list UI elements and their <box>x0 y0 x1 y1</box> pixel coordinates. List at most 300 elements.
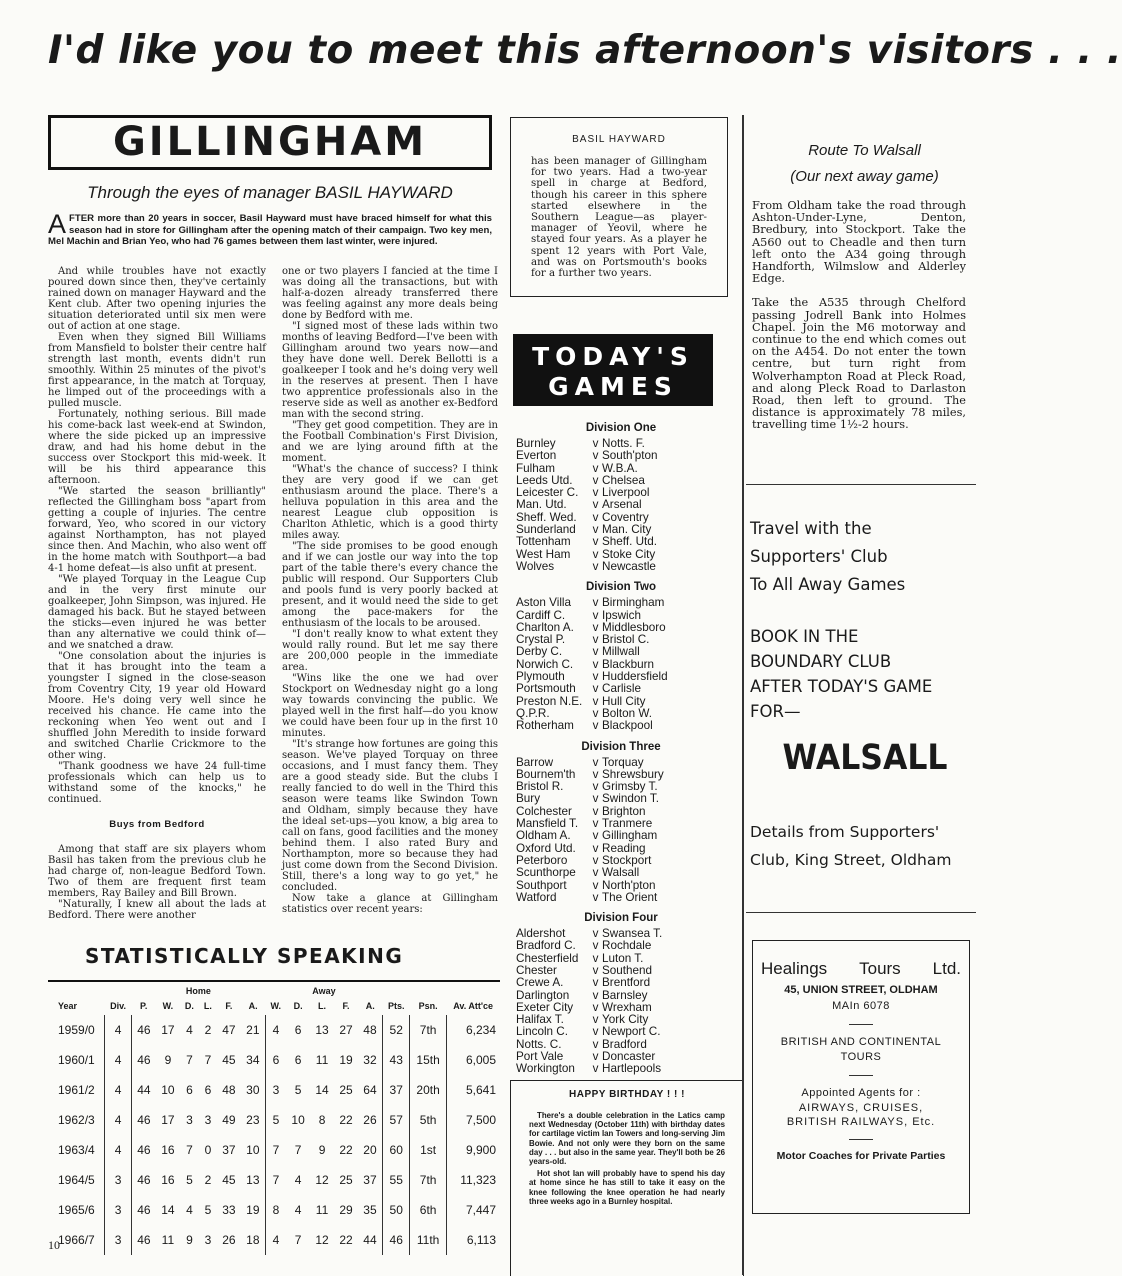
versus-label: v <box>592 449 599 463</box>
versus-label: v <box>592 461 599 475</box>
table-cell: 25 <box>339 1083 353 1097</box>
table-row <box>54 1105 500 1135</box>
paragraph: "They get good competition. They are in the Football Combination's First Division, and we are lying around fifth at the moment. <box>282 420 498 464</box>
table-cell: 1964/5 <box>58 1173 95 1187</box>
table-cell: 3 <box>204 1233 212 1247</box>
supporters-club-details <box>750 818 978 874</box>
home-team: Darlington <box>516 988 570 1002</box>
table-cell: 6 <box>186 1083 193 1097</box>
away-team: Bolton W. <box>602 706 653 720</box>
versus-label: v <box>592 951 599 965</box>
versus-label: v <box>592 694 599 708</box>
healings-tours-advert <box>752 940 970 1214</box>
home-team: Lincoln C. <box>516 1025 568 1039</box>
home-team: Plymouth <box>516 670 565 684</box>
table-cell: 45 <box>222 1053 236 1067</box>
table-cell: 37 <box>363 1173 377 1187</box>
text-line: BOOK IN THE <box>750 627 859 646</box>
versus-label: v <box>592 547 599 561</box>
table-cell: 46 <box>131 1195 156 1225</box>
bio-text: has been manager of Gillingham for two years. Had a two-year spell in charge at Bedford, though his career in this sphere started elsewhere in the Southern League—as player-manager of Yeovil, where he stayed four years. As a player he spent 12 years with Port Vale, and was on Portsmouth's books for a further two years. <box>531 156 707 280</box>
advert-phone: MAIn 6078 <box>832 1000 890 1012</box>
away-team: Southend <box>602 963 653 977</box>
table-cell: 11 <box>315 1203 329 1217</box>
table-cell: 3 <box>186 1113 193 1127</box>
table-cell: 6th <box>410 1195 446 1225</box>
table-cell: 4 <box>105 1075 132 1105</box>
table-cell: 3 <box>204 1113 212 1127</box>
table-cell: 1959/0 <box>58 1023 95 1037</box>
table-cell: 7,500 <box>446 1105 500 1135</box>
home-team: Aldershot <box>516 927 566 941</box>
division-heading: Division Three <box>581 740 661 753</box>
versus-label: v <box>592 780 599 794</box>
table-cell: 37 <box>222 1143 236 1157</box>
table-cell: 44 <box>363 1233 377 1247</box>
table-cell: 4 <box>105 1105 132 1135</box>
table-cell: 50 <box>382 1195 409 1225</box>
column-header: A. <box>248 1001 258 1011</box>
table-cell: 29 <box>339 1203 353 1217</box>
home-team: Watford <box>516 890 557 904</box>
table-cell: 20th <box>410 1075 446 1105</box>
table-cell: 1961/2 <box>58 1083 95 1097</box>
table-cell: 14 <box>161 1203 175 1217</box>
away-team: Ipswich <box>602 608 641 622</box>
versus-label: v <box>592 927 599 941</box>
away-team: Shrewsbury <box>602 767 664 781</box>
home-team: Burnley <box>516 437 556 450</box>
table-cell: 64 <box>363 1083 377 1097</box>
table-cell: 57 <box>382 1105 409 1135</box>
table-cell: 26 <box>222 1233 236 1247</box>
home-team: Peterboro <box>516 853 568 867</box>
paragraph: There's a double celebration in the Latics camp next Wednesday (October 11th) with birthday dates for cartilage victim Ian Towers and long-serving Jim Bowie. And not only were they born on the same day . . . but also in the same year. They'll both be 26 years-old. <box>529 1111 725 1167</box>
text-line: Details from Supporters' <box>750 823 940 841</box>
table-cell: 3 <box>105 1225 132 1255</box>
table-cell: 15th <box>410 1045 446 1075</box>
todays-games-banner <box>513 334 713 406</box>
table-cell: 7 <box>204 1053 212 1067</box>
home-team: Charlton A. <box>516 620 574 634</box>
home-team: Preston N.E. <box>516 694 583 708</box>
paragraph: Take the A535 through Chelford passing Jodrell Bank into Holmes Chapel. Join the M6 motorway and continue to the end which comes out on the A454. Do not enter the town centre, but turn right from Wolverhampton Road at Pleck Road, and along Pleck Road to Darlaston Road, then left to ground. The distance is approximately 78 miles, travelling time 1½-2 hours. <box>752 296 966 432</box>
paragraph: "The side promises to be good enough and if we can jostle our way into the top part of the table there's every chance the public will respond. Our Supporters Club and pools fund is very poorly backed at present, and it would need the side to get among the pace-makers for the enthusiasm of the locals to be aroused. <box>282 541 498 629</box>
bio-title: BASIL HAYWARD <box>572 134 666 145</box>
away-team: Walsall <box>602 866 640 880</box>
travel-notice <box>750 515 975 599</box>
table-cell: 22 <box>339 1143 353 1157</box>
column-header: Av. Att'ce <box>453 1001 494 1011</box>
table-cell: 13 <box>246 1173 260 1187</box>
table-cell: 10 <box>161 1083 175 1097</box>
versus-label: v <box>592 804 599 818</box>
versus-label: v <box>592 1000 599 1014</box>
table-cell: 4 <box>265 1015 286 1045</box>
home-team: Q.P.R. <box>516 706 550 720</box>
versus-label: v <box>592 1013 599 1027</box>
table-cell: 6,005 <box>446 1045 500 1075</box>
versus-label: v <box>592 988 599 1002</box>
versus-label: v <box>592 853 599 867</box>
versus-label: v <box>592 1062 599 1076</box>
text-line: Supporters' Club <box>750 547 888 566</box>
table-cell: 30 <box>246 1083 260 1097</box>
away-team: Hartlepools <box>602 1062 662 1076</box>
manager-bio-box <box>510 117 728 297</box>
table-cell: 10 <box>246 1143 260 1157</box>
table-cell: 5 <box>186 1173 193 1187</box>
table-cell: 5,641 <box>446 1075 500 1105</box>
away-team: Chelsea <box>602 473 645 487</box>
advert-footer: Motor Coaches for Private Parties <box>776 1150 946 1162</box>
table-cell: 46 <box>131 1135 156 1165</box>
advert-agents-label: Appointed Agents for : <box>801 1087 921 1099</box>
table-cell: 2 <box>204 1023 212 1037</box>
route-title-line-2: (Our next away game) <box>790 168 939 185</box>
text-line: BOUNDARY CLUB <box>750 652 892 671</box>
table-cell: 7,447 <box>446 1195 500 1225</box>
page-number: 10 <box>48 1238 60 1252</box>
home-team: Port Vale <box>516 1050 564 1064</box>
table-cell: 4 <box>265 1225 286 1255</box>
table-cell: 60 <box>382 1135 409 1165</box>
versus-label: v <box>592 890 599 904</box>
table-cell: 52 <box>382 1015 409 1045</box>
column-header: L. <box>203 1001 212 1011</box>
table-cell: 37 <box>382 1075 409 1105</box>
table-cell: 7 <box>186 1053 193 1067</box>
home-team: Chester <box>516 963 557 977</box>
table-cell: 26 <box>363 1113 377 1127</box>
text-line: FOR— <box>750 702 801 721</box>
column-header: L. <box>318 1001 327 1011</box>
table-cell: 9,900 <box>446 1135 500 1165</box>
paragraph: Now take a glance at Gillingham statistics over recent years: <box>282 893 498 915</box>
table-row <box>54 1135 500 1165</box>
away-team: Luton T. <box>602 951 644 965</box>
fixture-row <box>516 720 726 732</box>
birthday-title: HAPPY BIRTHDAY ! ! ! <box>569 1089 685 1100</box>
table-cell: 35 <box>363 1203 377 1217</box>
home-team: Crewe A. <box>516 976 564 990</box>
table-cell: 43 <box>382 1045 409 1075</box>
column-header: F. <box>342 1001 350 1011</box>
versus-label: v <box>592 437 599 450</box>
column-header: P. <box>140 1001 148 1011</box>
column-header: D. <box>293 1001 303 1011</box>
away-team: Blackburn <box>602 657 654 671</box>
table-cell: 1962/3 <box>58 1113 95 1127</box>
column-header: Div. <box>110 1001 126 1011</box>
table-cell: 33 <box>222 1203 236 1217</box>
home-team: Crystal P. <box>516 633 566 647</box>
drop-cap: A <box>48 209 67 239</box>
table-cell: 46 <box>382 1225 409 1255</box>
home-team: Bournem'th <box>516 767 576 781</box>
home-team: Derby C. <box>516 645 563 659</box>
home-team: Colchester <box>516 804 572 818</box>
column-header: Psn. <box>418 1001 438 1011</box>
home-team: Sheff. Wed. <box>516 510 577 524</box>
home-team: Aston Villa <box>516 596 572 610</box>
article-column-2 <box>282 266 498 915</box>
text-line: To All Away Games <box>750 575 906 594</box>
table-cell: 5 <box>294 1083 302 1097</box>
versus-label: v <box>592 633 599 647</box>
paragraph: "We played Torquay in the League Cup and in the very first minute our goalkeeper, John Simpson, was injured. He damaged his back. But he stayed between the sticks—even injured he was better than any alternative we could think of—and we snatched a draw. <box>48 574 266 651</box>
name-part: Tours <box>859 959 901 978</box>
paragraph: Fortunately, nothing serious. Bill made his come-back last week-end at Swindon, where the side picked up an impressive draw, and had his home debut in the success over Stockport this mid-week. It will be his third appearance this afternoon. <box>48 409 266 486</box>
versus-label: v <box>592 829 599 843</box>
away-team: Swindon T. <box>602 792 659 806</box>
away-team: Torquay <box>602 755 644 769</box>
paragraph: "Wins like the one we had over Stockport on Wednesday night go a long way towards convincing the public. We played well in the first half—do you know we could have been four up in the first 10 minutes. <box>282 673 498 739</box>
table-cell: 3 <box>105 1165 132 1195</box>
away-team: Stoke City <box>602 547 656 561</box>
away-team: Bristol C. <box>602 633 650 647</box>
away-team: Liverpool <box>602 486 650 500</box>
fixture-row <box>516 561 726 573</box>
table-row <box>54 1225 500 1255</box>
home-team: Oldham A. <box>516 829 571 843</box>
advert-agents: AIRWAYS, CRUISES, <box>798 1102 924 1114</box>
versus-label: v <box>592 719 599 733</box>
table-cell: 19 <box>339 1053 353 1067</box>
table-cell: 6 <box>294 1053 302 1067</box>
banner-line-1: TODAY'S <box>532 342 694 371</box>
versus-label: v <box>592 682 599 696</box>
home-team: Oxford Utd. <box>516 841 576 855</box>
stats-group-header <box>54 985 500 997</box>
away-team: The Orient <box>602 890 658 904</box>
table-cell: 7th <box>410 1165 446 1195</box>
divider <box>746 912 976 913</box>
name-part: Ltd. <box>932 959 961 978</box>
versus-label: v <box>592 963 599 977</box>
table-cell: 11 <box>315 1053 329 1067</box>
paragraph: "It's strange how fortunes are going this season. We've played Torquay on three occasions, and I must fancy them. They are a good steady side. But the clubs I really fancied to do well in the Third this season were teams like Swindon Town and Oldham, simply because they have the ideal set-ups—you know, a big area to call on fans, good facilities and the money behind them. I also rated Bury and Northampton, more so because they had just come down from the Second Division. Still, there's a long way to go yet," he concluded. <box>282 739 498 893</box>
table-cell: 4 <box>105 1045 132 1075</box>
fixtures-list <box>516 414 726 1076</box>
article-column-1 <box>48 266 266 921</box>
table-cell: 3 <box>105 1195 132 1225</box>
stats-title: STATISTICALLY SPEAKING <box>85 944 404 968</box>
banner-line-2: GAMES <box>548 372 678 401</box>
versus-label: v <box>592 1025 599 1039</box>
paragraph: From Oldham take the road through Ashton-Under-Lyne, Denton, Bredbury, into Stockport. Take the A560 out to Cheadle and then turn left onto the A34 going through Handforth, Wilmslow and Alderley Edge. <box>752 199 966 286</box>
away-team: Birmingham <box>602 596 665 610</box>
table-row <box>54 1195 500 1225</box>
versus-label: v <box>592 866 599 880</box>
away-team: Newcastle <box>602 559 656 573</box>
table-cell: 5 <box>204 1203 212 1217</box>
home-team: Bristol R. <box>516 780 564 794</box>
away-team: Arsenal <box>602 498 642 512</box>
versus-label: v <box>592 535 599 549</box>
away-team: Doncaster <box>602 1050 656 1064</box>
birthday-text <box>529 1111 725 1209</box>
away-team: Stockport <box>602 853 652 867</box>
table-cell: 10 <box>291 1113 305 1127</box>
home-team: Barrow <box>516 755 554 769</box>
table-cell: 46 <box>131 1015 156 1045</box>
home-team: Portsmouth <box>516 682 576 696</box>
table-cell: 7 <box>294 1143 302 1157</box>
fixture-row <box>516 1063 726 1075</box>
home-team: Tottenham <box>516 535 571 549</box>
club-name-banner: GILLINGHAM <box>48 115 492 170</box>
away-team: Barnsley <box>602 988 648 1002</box>
away-team: Coventry <box>602 510 649 524</box>
table-cell: 9 <box>318 1143 326 1157</box>
table-cell: 3 <box>265 1075 286 1105</box>
table-cell: 16 <box>161 1173 175 1187</box>
column-header: Year <box>58 1001 78 1011</box>
home-team: Wolves <box>516 559 555 573</box>
versus-label: v <box>592 523 599 537</box>
table-cell: 55 <box>382 1165 409 1195</box>
table-cell: 4 <box>186 1203 193 1217</box>
table-cell: 0 <box>204 1143 212 1157</box>
away-team: Notts. F. <box>602 437 645 450</box>
versus-label: v <box>592 486 599 500</box>
advert-line: TOURS <box>840 1051 882 1063</box>
home-team: Chesterfield <box>516 951 579 965</box>
away-team: Sheff. Utd. <box>602 535 658 549</box>
route-title-line-1: Route To Walsall <box>808 142 921 159</box>
table-cell: 4 <box>105 1135 132 1165</box>
home-team: Norwich C. <box>516 657 574 671</box>
table-cell: 16 <box>161 1143 175 1157</box>
table-cell: 34 <box>246 1053 260 1067</box>
home-team: Man. Utd. <box>516 498 567 512</box>
divider <box>849 1075 873 1076</box>
column-header: F. <box>225 1001 233 1011</box>
paragraph: Among that staff are six players whom Basil has taken from the previous club he had charge of, non-league Bedford Town. Two of them are frequent first team members, Ray Bailey and Bill Brown. <box>48 844 266 899</box>
paragraph: "I signed most of these lads within two months of leaving Bedford—I've been with Gillingham around two years now—and they have done well. Derek Bellotti is a goalkeeper I took and he's doing very well in the reserves at present. Then I have two apprentice professionals also in the reserve side as well as another ex-Bedford man with the second string. <box>282 321 498 420</box>
advert-company-name <box>761 959 961 979</box>
away-team: Newport C. <box>602 1025 661 1039</box>
table-row <box>54 1165 500 1195</box>
table-cell: 49 <box>222 1113 236 1127</box>
home-team: Cardiff C. <box>516 608 566 622</box>
table-cell: 12 <box>315 1233 329 1247</box>
paragraph: Even when they signed Bill Williams from Mansfield to bolster their centre half strength last month, events didn't run smoothly. Within 25 minutes of the pivot's first appearance, in the match at Torquay, he limped out of the proceedings with a pulled muscle. <box>48 332 266 409</box>
versus-label: v <box>592 559 599 573</box>
away-group-label: Away <box>312 986 336 996</box>
home-team: Everton <box>516 449 557 463</box>
versus-label: v <box>592 755 599 769</box>
away-team: W.B.A. <box>602 461 638 475</box>
table-cell: 11 <box>161 1233 175 1247</box>
versus-label: v <box>592 1037 599 1051</box>
versus-label: v <box>592 841 599 855</box>
table-cell: 6 <box>265 1045 286 1075</box>
home-team: Leicester C. <box>516 486 579 500</box>
table-cell: 47 <box>222 1023 236 1037</box>
table-cell: 17 <box>161 1113 175 1127</box>
table-cell: 27 <box>339 1023 353 1037</box>
table-cell: 1965/6 <box>58 1203 95 1217</box>
table-cell: 1963/4 <box>58 1143 95 1157</box>
table-cell: 14 <box>315 1083 329 1097</box>
table-cell: 20 <box>363 1143 377 1157</box>
paragraph: Hot shot Ian will probably have to spend his day at home since he has still to take it easy on the knee following the knee operation he had nearly three weeks ago in a Burnley hospital. <box>529 1169 725 1206</box>
table-cell: 23 <box>246 1113 260 1127</box>
table-cell: 7 <box>294 1233 302 1247</box>
away-team: Blackpool <box>602 719 653 733</box>
away-team: Tranmere <box>602 817 653 831</box>
table-cell: 7th <box>410 1015 446 1045</box>
table-cell: 32 <box>363 1053 377 1067</box>
table-cell: 4 <box>294 1203 302 1217</box>
column-header: Pts. <box>387 1001 405 1011</box>
away-team: Carlisle <box>602 682 641 696</box>
away-team: Bradford <box>602 1037 647 1051</box>
stats-column-headers <box>54 997 500 1015</box>
division-heading: Division Four <box>584 912 658 925</box>
table-cell: 22 <box>339 1113 353 1127</box>
table-cell: 5 <box>265 1105 286 1135</box>
home-team: Notts. C. <box>516 1037 562 1051</box>
away-team: Grimsby T. <box>602 780 658 794</box>
article-intro <box>48 209 492 248</box>
column-header: W. <box>162 1001 174 1011</box>
table-cell: 1960/1 <box>58 1053 95 1067</box>
table-row <box>54 1075 500 1105</box>
divider <box>849 1024 873 1025</box>
table-cell: 4 <box>186 1023 193 1037</box>
versus-label: v <box>592 1050 599 1064</box>
paragraph: And while troubles have not exactly poured down since then, they've certainly rained down on manager Hayward and the Kent club. After two opening injuries the situation deteriorated until six men were out of action at one stage. <box>48 266 266 332</box>
table-cell: 11,323 <box>446 1165 500 1195</box>
column-divider <box>742 115 744 1275</box>
table-cell: 48 <box>222 1083 236 1097</box>
table-cell: 6 <box>294 1023 302 1037</box>
text-line: AFTER TODAY'S GAME <box>750 677 933 696</box>
column-header: D. <box>184 1001 194 1011</box>
table-cell: 44 <box>131 1075 156 1105</box>
table-cell: 8 <box>318 1113 326 1127</box>
table-cell: 18 <box>246 1233 260 1247</box>
table-cell: 13 <box>315 1023 329 1037</box>
subheading: Buys from Bedford <box>109 819 205 830</box>
table-cell: 5th <box>410 1105 446 1135</box>
column-header: W. <box>270 1001 281 1011</box>
home-team: Exeter City <box>516 1000 574 1014</box>
table-cell: 46 <box>131 1165 156 1195</box>
table-cell: 1st <box>410 1135 446 1165</box>
home-team: Fulham <box>516 461 555 475</box>
home-team: Scunthorpe <box>516 866 576 880</box>
table-cell: 11th <box>410 1225 446 1255</box>
table-cell: 22 <box>339 1233 353 1247</box>
paragraph: "Naturally, I knew all about the lads at Bedford. There were another <box>48 899 266 921</box>
home-team: Bradford C. <box>516 939 576 953</box>
table-cell: 46 <box>131 1225 156 1255</box>
table-cell: 19 <box>246 1203 260 1217</box>
column-header: A. <box>365 1001 375 1011</box>
versus-label: v <box>592 767 599 781</box>
table-cell: 48 <box>363 1023 377 1037</box>
versus-label: v <box>592 792 599 806</box>
home-team: Bury <box>516 792 541 806</box>
divider <box>48 980 500 982</box>
opponent-name: WALSALL <box>782 738 948 778</box>
table-row <box>54 1015 500 1045</box>
home-team: Leeds Utd. <box>516 473 573 487</box>
